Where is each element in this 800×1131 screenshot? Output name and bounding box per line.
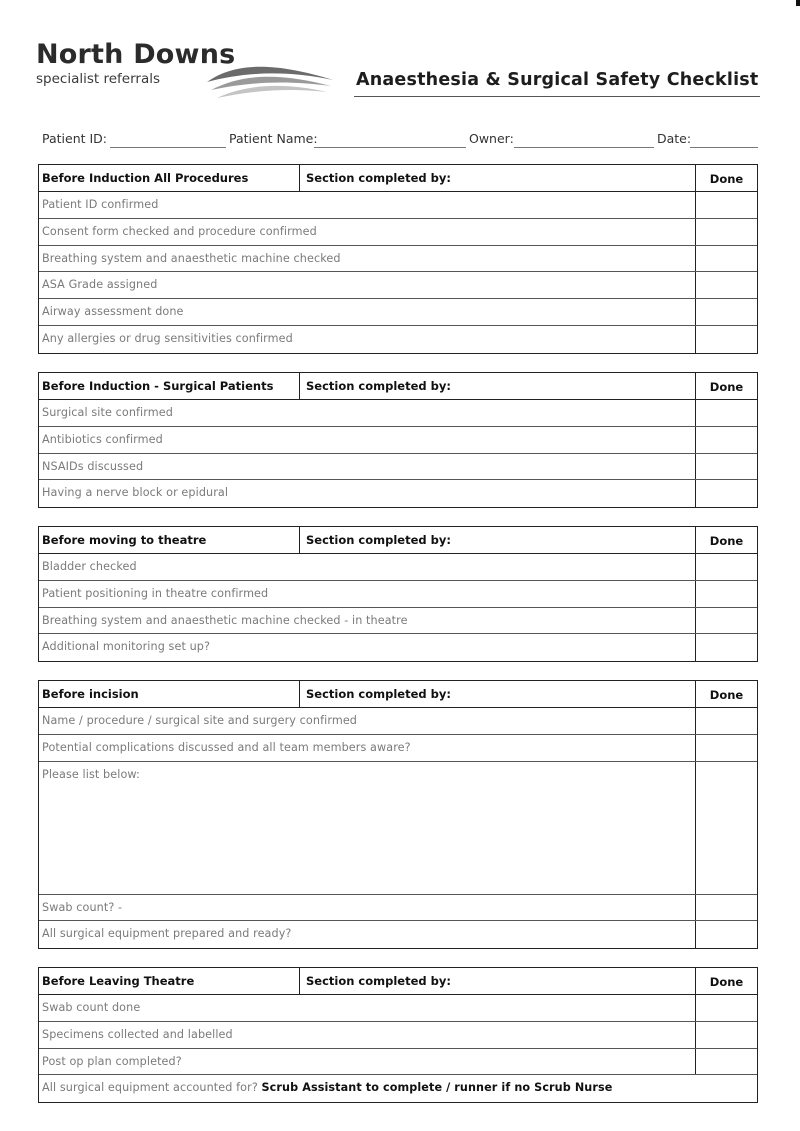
checklist-row [39, 246, 757, 273]
checklist-row [39, 1022, 757, 1049]
section-completed-by-label: Section completed by: [306, 974, 451, 988]
done-checkbox-cell[interactable] [695, 581, 757, 607]
checklist-row [39, 608, 757, 635]
section-completed-by-field[interactable] [299, 681, 694, 707]
checklist-item-label: Potential complications discussed and all team members aware? [42, 740, 411, 754]
done-label: Done [709, 380, 744, 394]
done-checkbox-cell[interactable] [695, 554, 757, 580]
section-completed-by-field[interactable] [299, 968, 694, 994]
checklist-row [39, 554, 757, 581]
checklist-item-label: Swab count done [42, 1001, 141, 1014]
checklist-item-label: NSAIDs discussed [42, 459, 144, 473]
section-title: Before Induction - Surgical Patients [42, 379, 274, 393]
patient-name-field[interactable] [314, 147, 466, 148]
checklist-item-label: Breathing system and anaesthetic machine checked [42, 251, 341, 265]
done-label: Done [709, 975, 744, 989]
section-before-moving-to-theatre [38, 526, 758, 662]
checklist-row [39, 219, 757, 246]
section-completed-by-field[interactable] [299, 165, 694, 191]
done-checkbox-cell[interactable] [695, 219, 757, 245]
section-completed-by-field[interactable] [299, 373, 694, 399]
done-checkbox-cell[interactable] [695, 299, 757, 325]
checklist-item-label: Breathing system and anaesthetic machine checked - in theatre [42, 613, 408, 627]
date-label: Date: [657, 131, 692, 146]
patient-id-label: Patient ID: [42, 131, 108, 146]
checklist-row [39, 995, 757, 1022]
section-done-header [695, 968, 757, 994]
section-before-induction-surgical [38, 372, 758, 508]
done-checkbox-cell[interactable] [695, 735, 757, 761]
done-checkbox-cell[interactable] [695, 1049, 757, 1075]
done-checkbox-cell[interactable] [695, 1022, 757, 1048]
checklist-row [39, 735, 757, 762]
section-completed-by-label: Section completed by: [306, 533, 451, 547]
section-completed-by-label: Section completed by: [306, 171, 451, 185]
section-header [39, 527, 757, 554]
logo-swoosh-icon [205, 58, 335, 100]
patient-info-row [0, 131, 800, 151]
checklist-row [39, 400, 757, 427]
owner-label: Owner: [469, 131, 514, 146]
checklist-item-label: Any allergies or drug sensitivities confirmed [42, 331, 293, 345]
done-checkbox-cell[interactable] [695, 708, 757, 734]
patient-id-field[interactable] [110, 147, 226, 148]
done-label: Done [709, 534, 744, 548]
checklist-row [39, 480, 757, 507]
scrub-assistant-note: Scrub Assistant to complete / runner if no Scrub Nurse [261, 1081, 613, 1095]
logo-subtitle: specialist referrals [36, 71, 161, 87]
checklist-item-label: Consent form checked and procedure confirmed [42, 224, 317, 238]
done-checkbox-cell[interactable] [695, 762, 757, 894]
checklist-item-label: Post op plan completed? [42, 1054, 182, 1068]
done-checkbox-cell[interactable] [695, 192, 757, 218]
document-title: Anaesthesia & Surgical Safety Checklist [356, 70, 759, 90]
scan-edge-mark [796, 0, 800, 6]
checklist-item-label: Patient ID confirmed [42, 198, 159, 211]
section-header [39, 373, 757, 400]
section-completed-by-label: Section completed by: [306, 687, 451, 701]
checklist-item-label: Antibiotics confirmed [42, 432, 163, 446]
checklist-row [39, 192, 757, 219]
checklist-row [39, 454, 757, 481]
section-title: Before Induction All Procedures [42, 171, 249, 185]
done-checkbox-cell[interactable] [695, 995, 757, 1021]
section-title: Before Leaving Theatre [42, 974, 195, 988]
checklist-item-label: All surgical equipment prepared and ready? [42, 927, 292, 941]
section-header [39, 681, 757, 708]
done-checkbox-cell[interactable] [695, 272, 757, 298]
checklist-row [39, 272, 757, 299]
checklist-item-label: Surgical site confirmed [42, 406, 173, 419]
checklist-row [39, 634, 757, 661]
done-checkbox-cell[interactable] [695, 608, 757, 634]
done-checkbox-cell[interactable] [695, 454, 757, 480]
logo-title: North Downs [36, 39, 236, 70]
done-label: Done [709, 688, 744, 702]
section-done-header [695, 165, 757, 191]
checklist-item-label [42, 1081, 612, 1094]
checklist-row [39, 427, 757, 454]
section-header [39, 165, 757, 192]
section-done-header [695, 681, 757, 707]
checklist-item-label: ASA Grade assigned [42, 278, 158, 292]
section-before-incision [38, 680, 758, 949]
checklist-row [39, 708, 757, 735]
done-checkbox-cell[interactable] [695, 400, 757, 426]
section-before-leaving-theatre [38, 967, 758, 1103]
done-checkbox-cell[interactable] [695, 480, 757, 507]
checklist-row [39, 1049, 757, 1076]
section-header [39, 968, 757, 995]
checklist-item-label: Patient positioning in theatre confirmed [42, 586, 269, 600]
date-field[interactable] [690, 147, 758, 148]
title-underline [354, 96, 760, 97]
checklist-item-label: Swab count? - [42, 900, 123, 914]
section-before-induction-all [38, 164, 758, 354]
done-checkbox-cell[interactable] [695, 634, 757, 661]
done-label: Done [709, 172, 744, 186]
done-checkbox-cell[interactable] [695, 921, 757, 948]
checklist-item-label: Please list below: [42, 767, 140, 781]
section-done-header [695, 373, 757, 399]
checklist-row [39, 921, 757, 948]
checklist-row [39, 581, 757, 608]
section-title: Before incision [42, 687, 139, 701]
checklist-item-label: Airway assessment done [42, 305, 184, 319]
checklist-item-label: Having a nerve block or epidural [42, 486, 229, 500]
section-completed-by-label: Section completed by: [306, 379, 451, 393]
notes-list-area[interactable] [39, 762, 757, 895]
checklist-item-label: Name / procedure / surgical site and surgery confirmed [42, 714, 357, 727]
checklist-item-label: Additional monitoring set up? [42, 640, 211, 654]
section-completed-by-field[interactable] [299, 527, 694, 553]
done-checkbox-cell[interactable] [695, 427, 757, 453]
checklist-item-label: Specimens collected and labelled [42, 1027, 233, 1041]
section-done-header [695, 527, 757, 553]
checklist-row [39, 326, 757, 353]
checklist-item-text: All surgical equipment accounted for? [42, 1081, 258, 1095]
section-title: Before moving to theatre [42, 533, 207, 547]
checklist-row [39, 299, 757, 326]
checklist-row [39, 1075, 757, 1102]
checklist-item-label: Bladder checked [42, 560, 137, 573]
done-checkbox-cell[interactable] [695, 246, 757, 272]
owner-field[interactable] [514, 147, 654, 148]
checklist-row [39, 895, 757, 922]
done-checkbox-cell[interactable] [695, 895, 757, 921]
done-checkbox-cell[interactable] [695, 326, 757, 353]
patient-name-label: Patient Name: [229, 131, 318, 146]
